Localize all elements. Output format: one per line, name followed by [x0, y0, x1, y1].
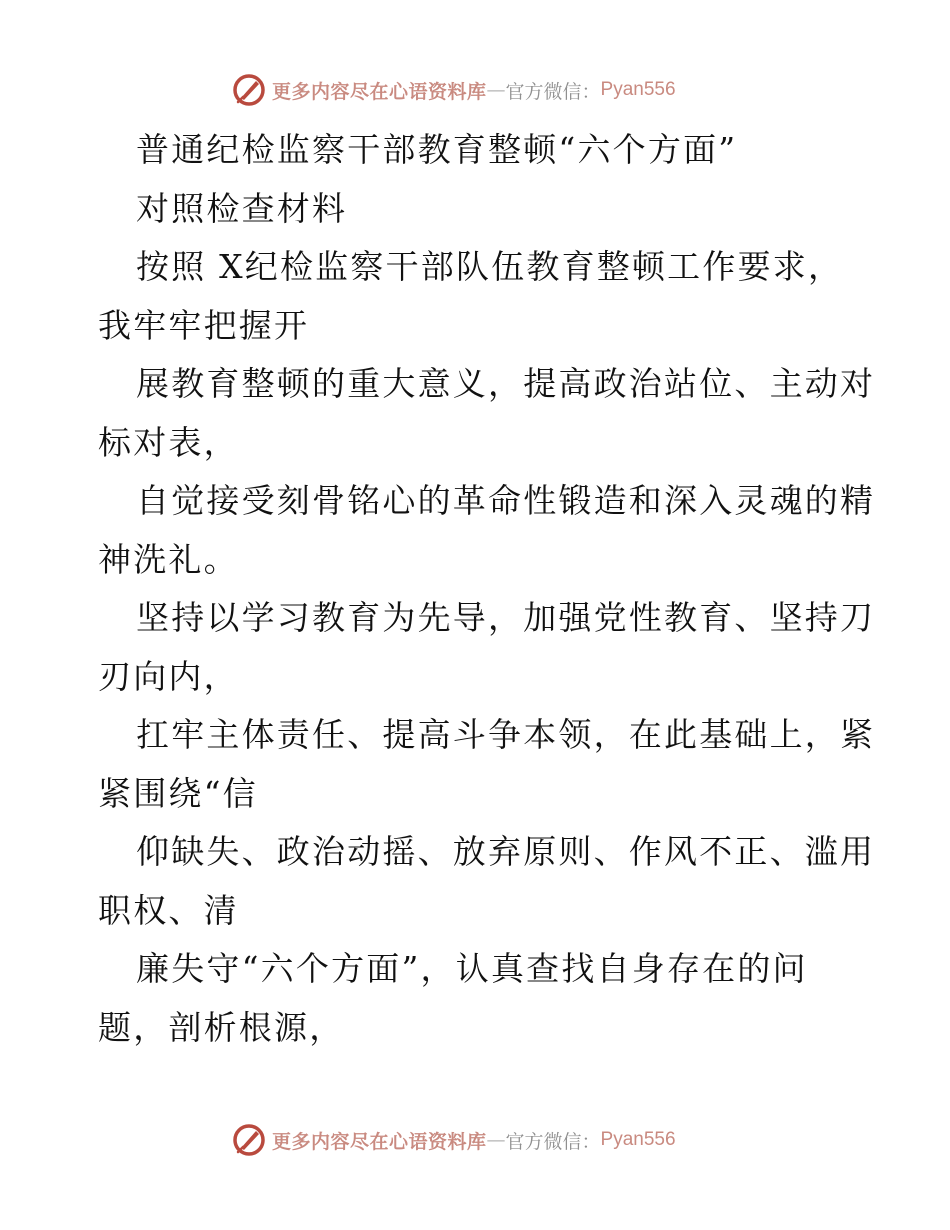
text-line: 坚持以学习教育为先导，加强党性教育、坚持刀: [136, 598, 876, 637]
footer-watermark: [232, 1120, 676, 1160]
quill-logo-icon: [232, 73, 266, 107]
text-line: 自觉接受刻骨铭心的革命性锻造和深入灵魂的精: [136, 481, 876, 520]
text-line: 刃向内，: [98, 656, 239, 696]
text-line: 职权、清: [98, 890, 239, 930]
watermark-separator: —: [486, 1129, 506, 1151]
text-line: 标对表，: [98, 422, 239, 462]
text-line: 神洗礼。: [98, 539, 239, 579]
watermark-wechat-id: Pyan556: [600, 1129, 676, 1150]
text-line: 对照检查材料: [136, 188, 348, 228]
quill-logo-icon: [232, 1123, 266, 1157]
watermark-separator: —: [486, 79, 506, 101]
text-line: 廉失守“六个方面”，认真查找自身存在的问: [136, 949, 808, 988]
text-line: 普通纪检监察干部教育整顿“六个方面”: [136, 130, 738, 169]
watermark-wechat-label: 官方微信：: [505, 80, 601, 103]
text-line: 展教育整顿的重大意义，提高政治站位、主动对: [136, 364, 876, 403]
watermark-site-name: 更多内容尽在心语资料库: [272, 1130, 487, 1153]
text-line: 扛牢主体责任、提高斗争本领，在此基础上，紧: [136, 715, 876, 754]
watermark-wechat-label: 官方微信：: [505, 1130, 601, 1153]
document-body: [98, 121, 876, 1057]
header-watermark: [232, 70, 676, 110]
text-line: 按照 X纪检监察干部队伍教育整顿工作要求，: [136, 247, 844, 286]
text-line: 我牢牢把握开: [98, 305, 310, 345]
text-line: 仰缺失、政治动摇、放弃原则、作风不正、滥用: [136, 832, 876, 871]
text-line: 题，剖析根源，: [98, 1007, 345, 1047]
watermark-site-name: 更多内容尽在心语资料库: [272, 80, 487, 103]
watermark-wechat-id: Pyan556: [600, 79, 676, 100]
text-line: 紧围绕“信: [98, 773, 258, 813]
